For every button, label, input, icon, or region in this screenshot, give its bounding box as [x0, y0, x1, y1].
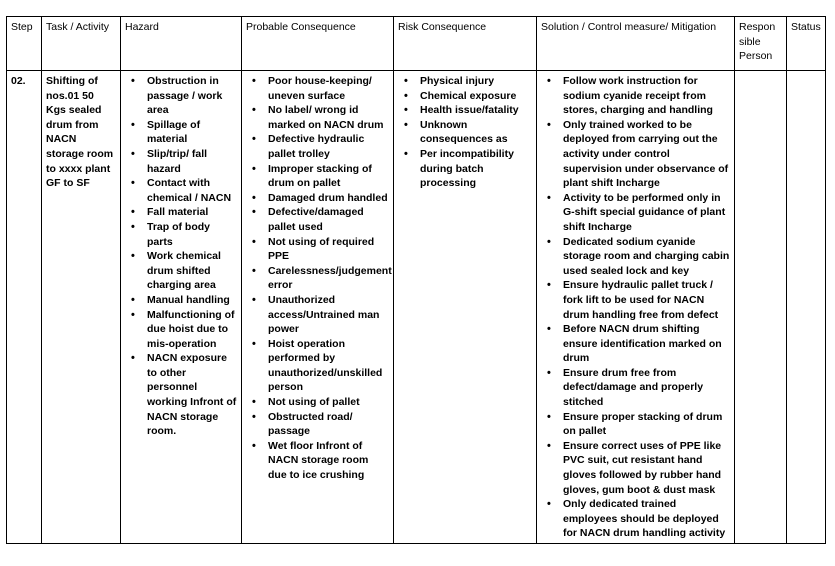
list-item: • Obstruction in passage / work area — [147, 74, 237, 118]
step-cell: 02. — [7, 71, 42, 544]
list-item: • Not using of required PPE — [268, 235, 389, 264]
list-item: • Defective/damaged pallet used — [268, 205, 389, 234]
list-item: • Fall material — [147, 205, 237, 220]
list-item: • Hoist operation performed by unauthorized/unskilled person — [268, 337, 389, 395]
header-status: Status — [787, 17, 826, 71]
list-item: • Only dedicated trained employees should be deployed for NACN drum handling activity — [563, 497, 730, 541]
list-item: • Carelessness/judgement error — [268, 264, 389, 293]
table-row — [7, 71, 826, 544]
hazard-cell — [121, 71, 242, 544]
probable-consequence-cell — [242, 71, 394, 544]
list-item: • Poor house-keeping/ uneven surface — [268, 74, 389, 103]
risk-assessment-table — [6, 16, 826, 544]
list-item: • Ensure drum free from defect/damage and properly stitched — [563, 366, 730, 410]
list-item: • Before NACN drum shifting ensure identification marked on drum — [563, 322, 730, 366]
header-risk-consequence: Risk Consequence — [394, 17, 537, 71]
responsible-person-cell — [735, 71, 787, 544]
list-item: • Ensure correct uses of PPE like PVC suit, cut resistant hand gloves followed by rubber hand gloves, gum boot & dust mask — [563, 439, 730, 497]
list-item: • Trap of body parts — [147, 220, 237, 249]
list-item: • Work chemical drum shifted charging area — [147, 249, 237, 293]
list-item: • Contact with chemical / NACN — [147, 176, 237, 205]
list-item: • Only trained worked to be deployed from carrying out the activity under control supervision under observance of plant shift Incharge — [563, 118, 730, 191]
list-item: • Activity to be performed only in G-shift special guidance of plant shift Incharge — [563, 191, 730, 235]
list-item: • Damaged drum handled — [268, 191, 389, 206]
list-item: • Follow work instruction for sodium cyanide receipt from stores, charging and handling — [563, 74, 730, 118]
list-item: • Ensure hydraulic pallet truck / fork lift to be used for NACN drum handling free from defect — [563, 278, 730, 322]
list-item: • Malfunctioning of due hoist due to mis-operation — [147, 308, 237, 352]
list-item: • Unknown consequences as — [420, 118, 532, 147]
list-item: • Ensure proper stacking of drum on pallet — [563, 410, 730, 439]
list-item: • No label/ wrong id marked on NACN drum — [268, 103, 389, 132]
list-item: • Manual handling — [147, 293, 237, 308]
list-item: • Improper stacking of drum on pallet — [268, 162, 389, 191]
list-item: • Obstructed road/ passage — [268, 410, 389, 439]
list-item: • Slip/trip/ fall hazard — [147, 147, 237, 176]
list-item: • Chemical exposure — [420, 89, 532, 104]
header-step: Step — [7, 17, 42, 71]
solution-cell — [537, 71, 735, 544]
list-item: • Not using of pallet — [268, 395, 389, 410]
list-item: • Spillage of material — [147, 118, 237, 147]
header-probable-consequence: Probable Consequence — [242, 17, 394, 71]
list-item: • Physical injury — [420, 74, 532, 89]
header-task: Task / Activity — [42, 17, 121, 71]
risk-consequence-list — [398, 74, 532, 191]
list-item: • Health issue/fatality — [420, 103, 532, 118]
header-responsible-person: Respon sible Person — [735, 17, 787, 71]
header-solution: Solution / Control measure/ Mitigation — [537, 17, 735, 71]
list-item: • Dedicated sodium cyanide storage room and charging cabin used sealed lock and key — [563, 235, 730, 279]
list-item: • Wet floor Infront of NACN storage room due to ice crushing — [268, 439, 389, 483]
hazard-list — [125, 74, 237, 439]
list-item: • Unauthorized access/Untrained man power — [268, 293, 389, 337]
task-cell: Shifting of nos.01 50 Kgs sealed drum from NACN storage room to xxxx plant GF to SF — [42, 71, 121, 544]
probable-consequence-list — [246, 74, 392, 483]
header-hazard: Hazard — [121, 17, 242, 71]
list-item: • Per incompatibility during batch processing — [420, 147, 532, 191]
list-item: • Defective hydraulic pallet trolley — [268, 132, 389, 161]
list-item: • NACN exposure to other personnel working Infront of NACN storage room. — [147, 351, 237, 439]
risk-consequence-cell — [394, 71, 537, 544]
header-row — [7, 17, 826, 71]
status-cell — [787, 71, 826, 544]
solution-list — [541, 74, 730, 541]
